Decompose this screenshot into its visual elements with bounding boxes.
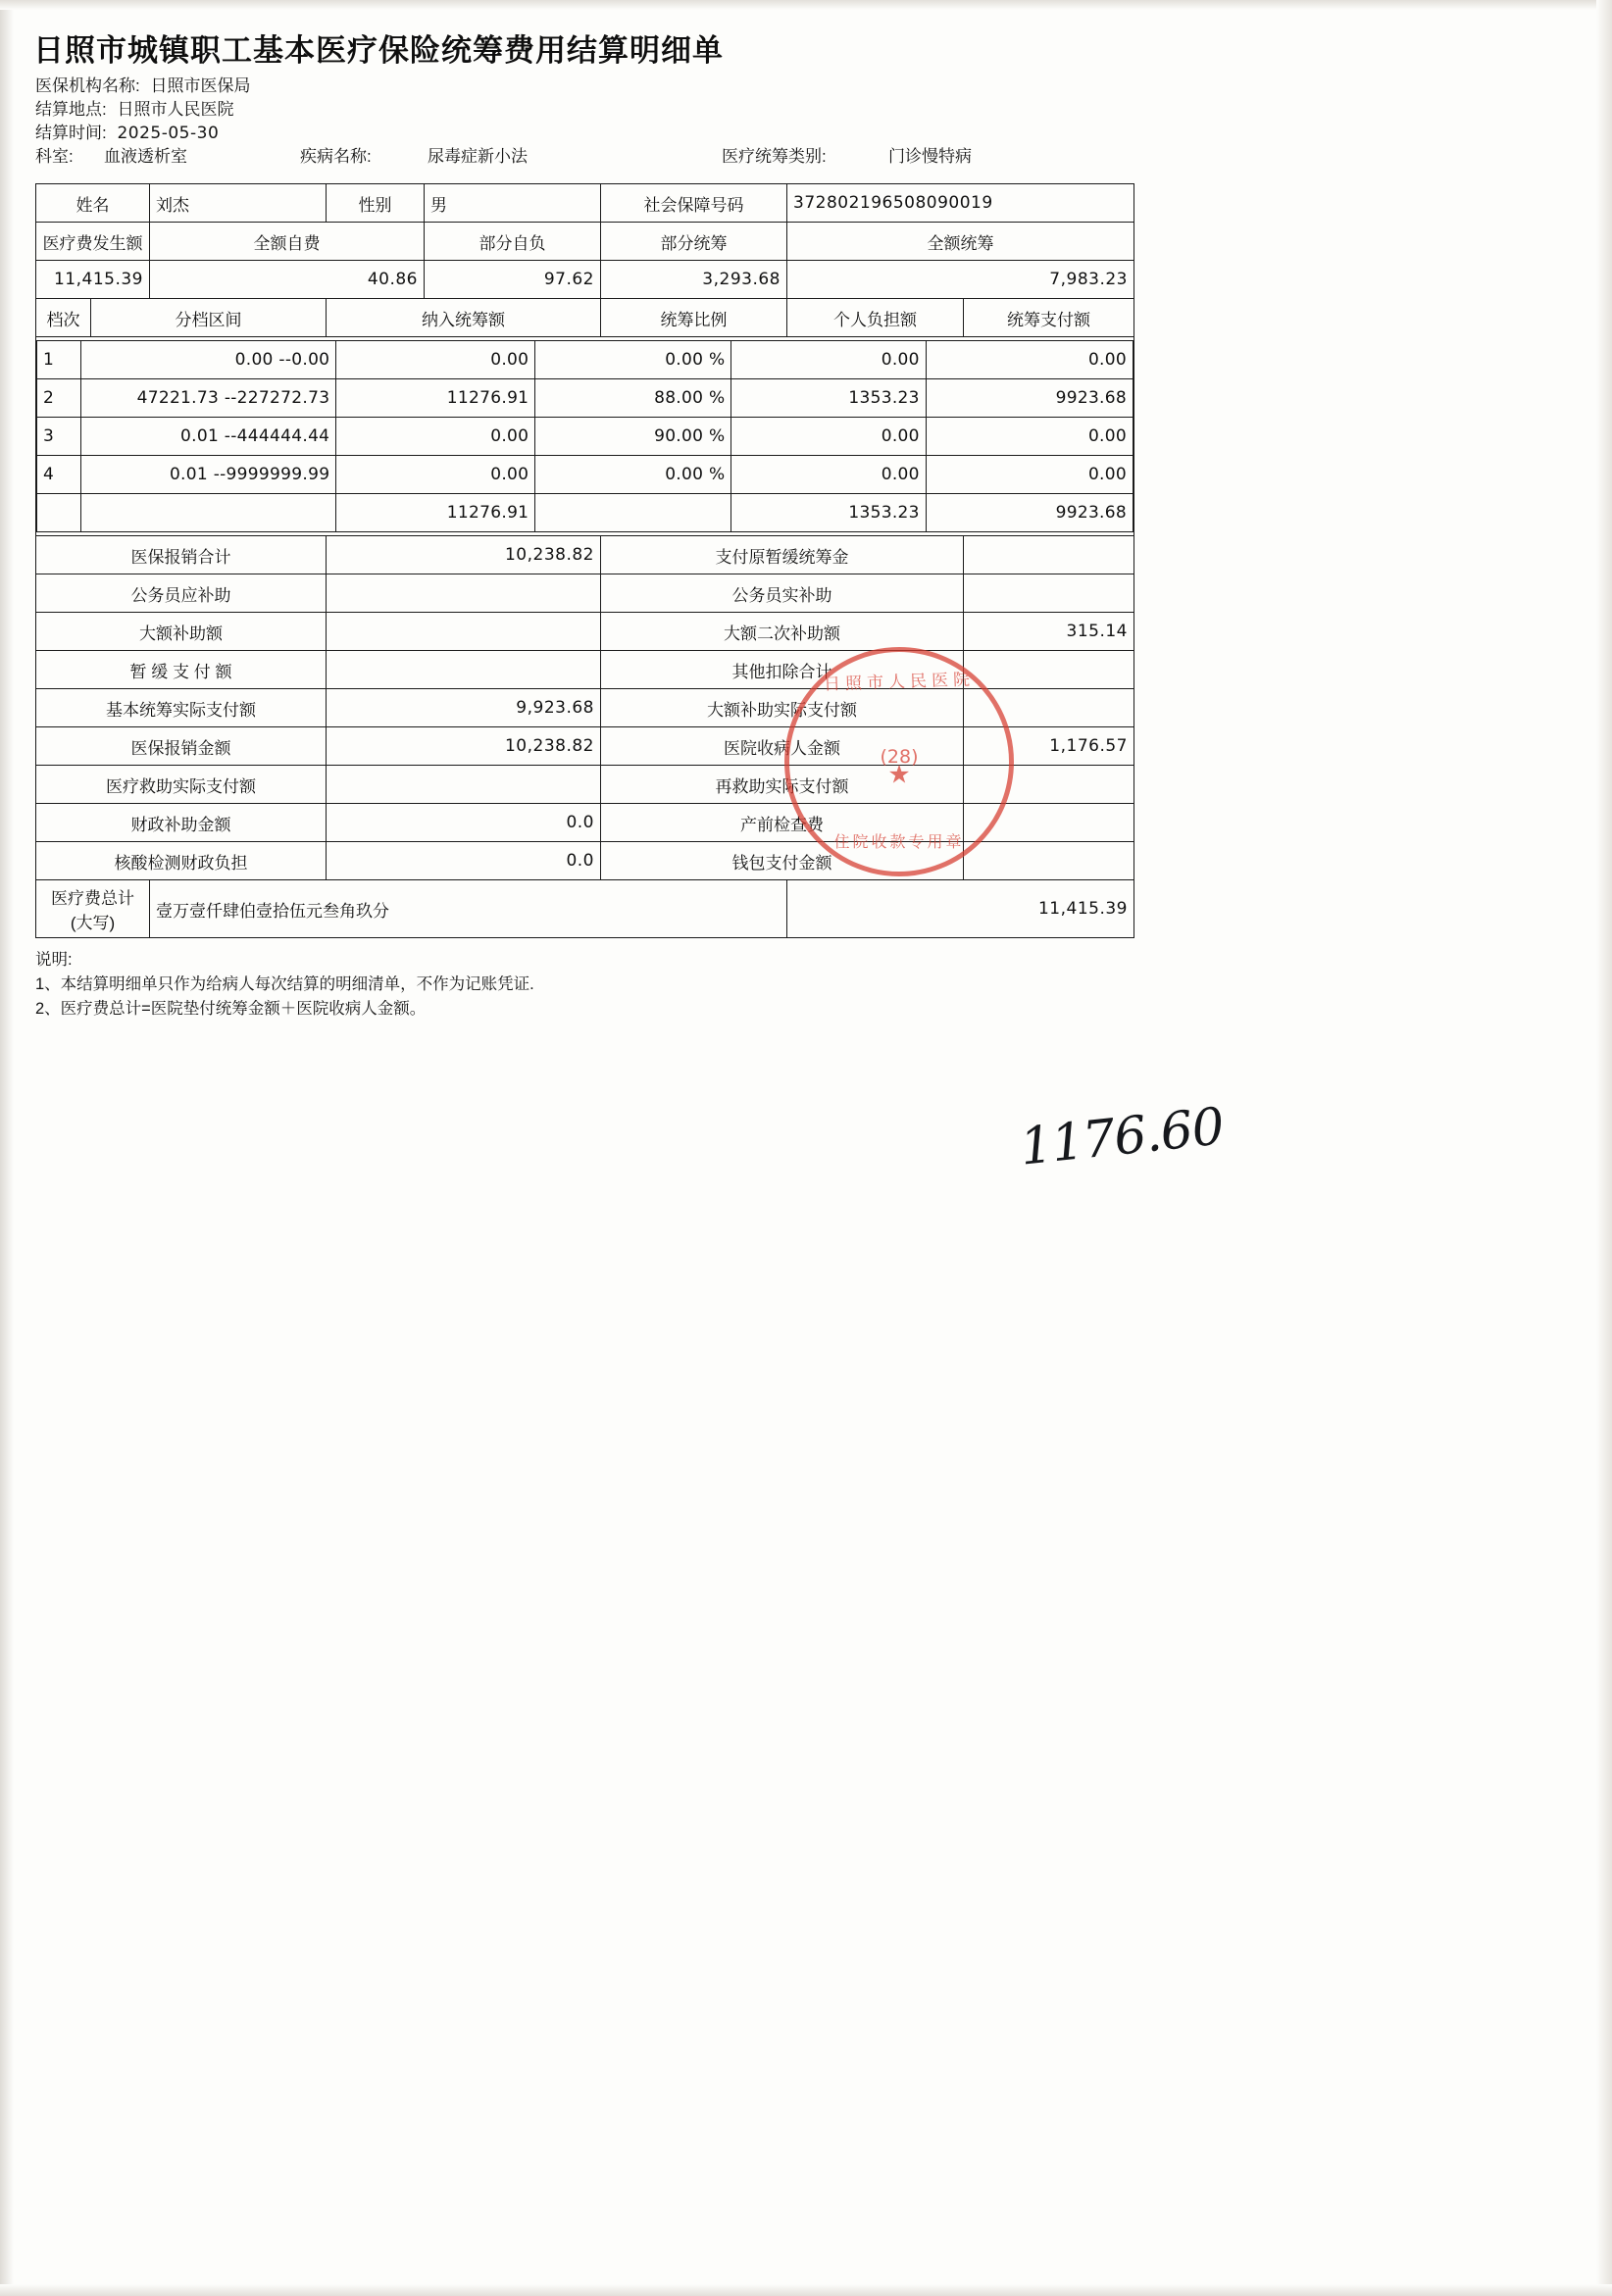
tier-index: 2 bbox=[37, 379, 81, 418]
cost-value-full-self: 40.86 bbox=[150, 261, 425, 299]
tier-header-included: 纳入统筹额 bbox=[327, 299, 601, 337]
scan-edge-right bbox=[1596, 0, 1612, 2296]
summary-right-value bbox=[964, 842, 1134, 880]
summary-right-label: 大额补助实际支付额 bbox=[601, 689, 964, 727]
grand-total-words: 壹万壹仟肆伯壹拾伍元叁角玖分 bbox=[150, 880, 787, 938]
summary-right-value: 315.14 bbox=[964, 613, 1134, 651]
summary-row bbox=[36, 766, 1134, 804]
dept-disease-category-row bbox=[35, 146, 1577, 175]
scan-edge-left bbox=[0, 0, 14, 2296]
tier-header-payment: 统筹支付额 bbox=[964, 299, 1134, 337]
summary-left-value bbox=[327, 613, 601, 651]
summary-right-value: 1,176.57 bbox=[964, 727, 1134, 766]
summary-right-label: 其他扣除合计 bbox=[601, 651, 964, 689]
page-title: 日照市城镇职工基本医疗保险统筹费用结算明细单 bbox=[33, 33, 724, 69]
summary-left-label: 医保报销合计 bbox=[36, 536, 327, 574]
notes-line-2: 2、医疗费总计=医院垫付统筹金额＋医院收病人金额。 bbox=[35, 999, 427, 1018]
summary-row bbox=[36, 727, 1134, 766]
time-row bbox=[35, 123, 1577, 146]
tier-ratio: 0.00 % bbox=[535, 341, 731, 379]
summary-right-label: 支付原暂缓统筹金 bbox=[601, 536, 964, 574]
tier-included: 11276.91 bbox=[336, 379, 535, 418]
tier-row bbox=[37, 456, 1133, 494]
tier-payment: 0.00 bbox=[926, 418, 1133, 456]
disease-value: 尿毒症新小法 bbox=[428, 147, 528, 166]
tier-included: 0.00 bbox=[336, 341, 535, 379]
dept-label: 科室: bbox=[35, 147, 74, 166]
summary-left-label: 大额补助额 bbox=[36, 613, 327, 651]
summary-right-value bbox=[964, 689, 1134, 727]
dept-value: 血液透析室 bbox=[104, 147, 187, 166]
name-label: 姓名 bbox=[36, 184, 150, 223]
cost-header-full-self: 全额自费 bbox=[150, 223, 425, 261]
cost-value-part-pool: 3,293.68 bbox=[601, 261, 787, 299]
tier-total-personal: 1353.23 bbox=[731, 494, 926, 532]
tier-ratio: 88.00 % bbox=[535, 379, 731, 418]
tier-header-ratio: 统筹比例 bbox=[601, 299, 787, 337]
summary-row bbox=[36, 804, 1134, 842]
id-label: 社会保障号码 bbox=[601, 184, 787, 223]
summary-left-value: 10,238.82 bbox=[327, 727, 601, 766]
summary-right-label: 产前检查费 bbox=[601, 804, 964, 842]
summary-right-value bbox=[964, 766, 1134, 804]
summary-right-value bbox=[964, 804, 1134, 842]
tier-ratio: 90.00 % bbox=[535, 418, 731, 456]
scan-edge-bottom bbox=[0, 2284, 1612, 2296]
seal-star-icon: ★ bbox=[887, 759, 911, 789]
place-row bbox=[35, 99, 1577, 123]
summary-left-label: 暂 缓 支 付 额 bbox=[36, 651, 327, 689]
summary-left-value bbox=[327, 574, 601, 613]
summary-row bbox=[36, 574, 1134, 613]
patient-row bbox=[36, 184, 1134, 223]
tier-personal: 0.00 bbox=[731, 456, 926, 494]
settlement-table bbox=[35, 183, 1134, 938]
summary-row bbox=[36, 613, 1134, 651]
notes-line-1: 1、本结算明细单只作为给病人每次结算的明细清单，不作为记账凭证. bbox=[35, 974, 534, 993]
summary-right-value bbox=[964, 651, 1134, 689]
summary-left-value bbox=[327, 766, 601, 804]
grand-total-label: 医疗费总计(大写) bbox=[36, 880, 150, 938]
tier-block bbox=[36, 337, 1134, 536]
cost-value-row bbox=[36, 261, 1134, 299]
summary-right-label: 再救助实际支付额 bbox=[601, 766, 964, 804]
tier-payment: 0.00 bbox=[926, 456, 1133, 494]
place-label: 结算地点: bbox=[35, 100, 107, 119]
summary-left-label: 公务员应补助 bbox=[36, 574, 327, 613]
summary-left-value: 0.0 bbox=[327, 842, 601, 880]
summary-right-value bbox=[964, 574, 1134, 613]
cost-header-row bbox=[36, 223, 1134, 261]
category-label: 医疗统筹类别: bbox=[722, 147, 827, 166]
summary-row bbox=[36, 651, 1134, 689]
summary-right-label: 大额二次补助额 bbox=[601, 613, 964, 651]
place-value: 日照市人民医院 bbox=[117, 100, 234, 119]
gender-value: 男 bbox=[425, 184, 601, 223]
summary-row bbox=[36, 536, 1134, 574]
tier-personal: 0.00 bbox=[731, 341, 926, 379]
tier-header-tier: 档次 bbox=[36, 299, 91, 337]
tier-row bbox=[37, 418, 1133, 456]
handwritten-annotation: 1176.60 bbox=[1017, 1097, 1227, 1177]
tier-total-ratio bbox=[535, 494, 731, 532]
cost-header-total: 医疗费发生额 bbox=[36, 223, 150, 261]
summary-left-label: 医疗救助实际支付额 bbox=[36, 766, 327, 804]
org-row bbox=[35, 75, 1577, 99]
tier-index: 1 bbox=[37, 341, 81, 379]
tier-total-range bbox=[81, 494, 336, 532]
seal-top-text: 日照市人民医院 bbox=[823, 670, 976, 695]
summary-left-label: 基本统筹实际支付额 bbox=[36, 689, 327, 727]
org-label: 医保机构名称: bbox=[35, 76, 140, 95]
tier-block-row bbox=[36, 337, 1134, 536]
tier-range: 0.01 --444444.44 bbox=[81, 418, 336, 456]
tier-payment: 9923.68 bbox=[926, 379, 1133, 418]
tier-header-row bbox=[36, 299, 1134, 337]
seal-mid-text: (28) bbox=[880, 746, 919, 768]
summary-left-value bbox=[327, 651, 601, 689]
summary-left-value: 10,238.82 bbox=[327, 536, 601, 574]
summary-right-label: 钱包支付金额 bbox=[601, 842, 964, 880]
id-value: 372802196508090019 bbox=[787, 184, 1134, 223]
grand-total-row bbox=[36, 880, 1134, 938]
tier-personal: 1353.23 bbox=[731, 379, 926, 418]
tier-inner-table bbox=[36, 340, 1133, 532]
disease-label: 疾病名称: bbox=[300, 147, 372, 166]
tier-row bbox=[37, 341, 1133, 379]
summary-right-label: 公务员实补助 bbox=[601, 574, 964, 613]
notes bbox=[35, 948, 1577, 1021]
tier-index: 4 bbox=[37, 456, 81, 494]
tier-total-included: 11276.91 bbox=[336, 494, 535, 532]
summary-left-value: 9,923.68 bbox=[327, 689, 601, 727]
tier-range: 0.01 --9999999.99 bbox=[81, 456, 336, 494]
cost-value-part-self: 97.62 bbox=[425, 261, 601, 299]
category-value: 门诊慢特病 bbox=[888, 147, 972, 166]
tier-payment: 0.00 bbox=[926, 341, 1133, 379]
cost-value-total: 11,415.39 bbox=[36, 261, 150, 299]
summary-left-label: 核酸检测财政负担 bbox=[36, 842, 327, 880]
tier-total-index bbox=[37, 494, 81, 532]
tier-total-row bbox=[37, 494, 1133, 532]
summary-right-label: 医院收病人金额 bbox=[601, 727, 964, 766]
summary-left-label: 财政补助金额 bbox=[36, 804, 327, 842]
summary-row bbox=[36, 842, 1134, 880]
tier-row bbox=[37, 379, 1133, 418]
tier-included: 0.00 bbox=[336, 456, 535, 494]
scan-edge-top bbox=[0, 0, 1612, 10]
time-label: 结算时间: bbox=[35, 124, 107, 142]
tier-total-payment: 9923.68 bbox=[926, 494, 1133, 532]
cost-header-full-pool: 全额统筹 bbox=[787, 223, 1134, 261]
notes-heading: 说明: bbox=[35, 951, 73, 969]
summary-right-value bbox=[964, 536, 1134, 574]
header-fields bbox=[35, 75, 1577, 175]
org-value: 日照市医保局 bbox=[150, 76, 251, 95]
tier-personal: 0.00 bbox=[731, 418, 926, 456]
tier-range: 0.00 --0.00 bbox=[81, 341, 336, 379]
tier-ratio: 0.00 % bbox=[535, 456, 731, 494]
seal-bottom-text: 住院收款专用章 bbox=[833, 832, 965, 851]
tier-index: 3 bbox=[37, 418, 81, 456]
name-value: 刘杰 bbox=[150, 184, 327, 223]
summary-row bbox=[36, 689, 1134, 727]
cost-value-full-pool: 7,983.23 bbox=[787, 261, 1134, 299]
cost-header-part-pool: 部分统筹 bbox=[601, 223, 787, 261]
time-value: 2025-05-30 bbox=[117, 124, 220, 143]
settlement-document bbox=[27, 25, 1577, 1021]
tier-range: 47221.73 --227272.73 bbox=[81, 379, 336, 418]
tier-header-range: 分档区间 bbox=[91, 299, 327, 337]
tier-included: 0.00 bbox=[336, 418, 535, 456]
grand-total-value: 11,415.39 bbox=[787, 880, 1134, 938]
gender-label: 性别 bbox=[327, 184, 425, 223]
cost-header-part-self: 部分自负 bbox=[425, 223, 601, 261]
summary-left-value: 0.0 bbox=[327, 804, 601, 842]
summary-left-label: 医保报销金额 bbox=[36, 727, 327, 766]
tier-header-personal: 个人负担额 bbox=[787, 299, 964, 337]
